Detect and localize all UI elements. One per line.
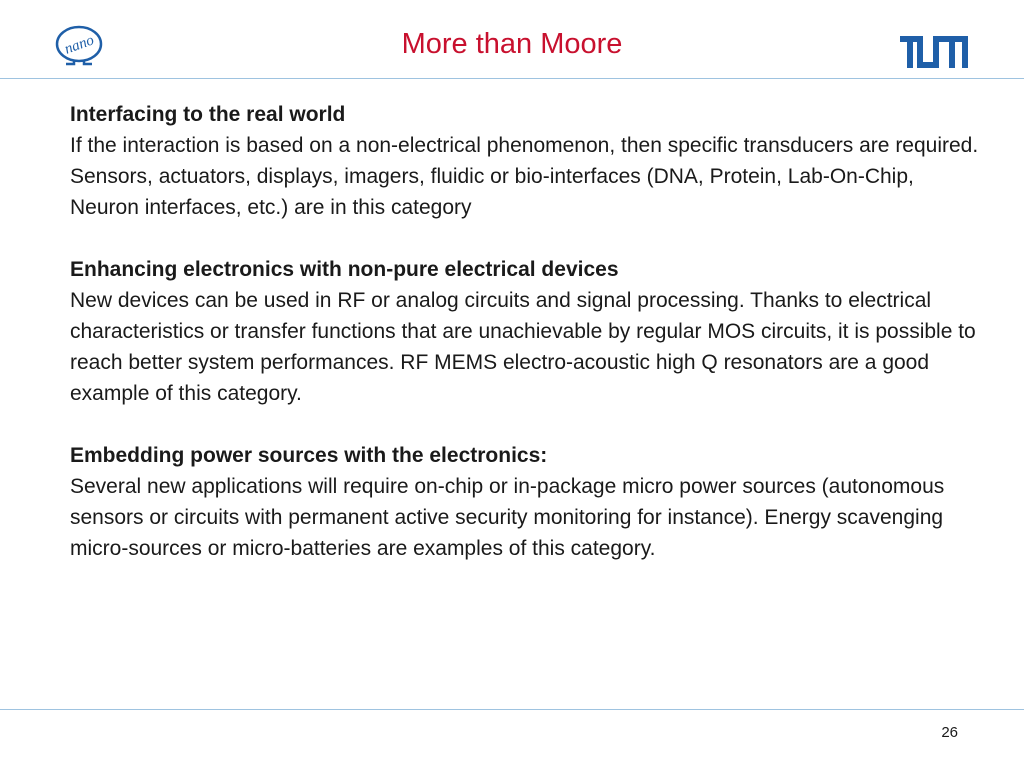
footer-divider: [0, 709, 1024, 710]
page-number: 26: [941, 724, 958, 741]
page-title: More than Moore: [401, 28, 623, 60]
section-interfacing: [70, 99, 980, 223]
svg-text:nano: nano: [62, 32, 97, 58]
header-divider: [0, 78, 1024, 79]
section-enhancing: [70, 254, 980, 409]
section-heading: Embedding power sources with the electronics:: [70, 444, 548, 467]
tum-logo-icon: [900, 36, 968, 68]
section-body: Several new applications will require on-chip or in-package micro power sources (autonomous sensors or circuits with permanent active security monitoring for instance). Energy scavenging micro-sources or micro-batteries are examples of this category.: [70, 475, 945, 560]
section-heading: Enhancing electronics with non-pure electrical devices: [70, 258, 619, 281]
section-heading: Interfacing to the real world: [70, 103, 346, 126]
section-embedding: [70, 440, 980, 564]
slide-content: [70, 99, 980, 564]
section-body: If the interaction is based on a non-electrical phenomenon, then specific transducers are required. Sensors, actuators, displays, imagers, fluidic or bio-interfaces (DNA, Protein, Lab-On-Chip, Neuron interfaces, etc.) are in this category: [70, 134, 979, 219]
section-body: New devices can be used in RF or analog circuits and signal processing. Thanks to electrical characteristics or transfer functions that are unachievable by regular MOS circuits, it is possible to reach better system performances. RF MEMS electro-acoustic high Q resonators are a good example of this category.: [70, 289, 976, 405]
